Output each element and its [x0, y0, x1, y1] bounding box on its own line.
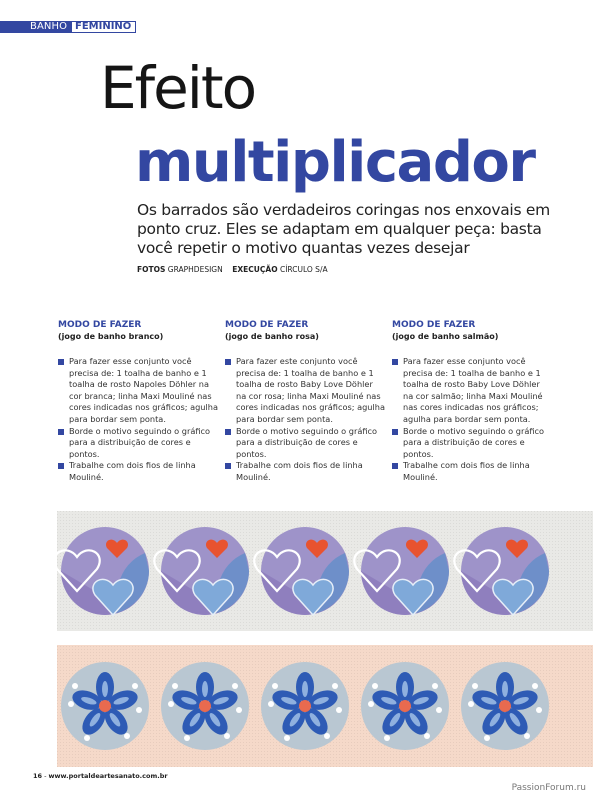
subsection-label: FEMININO — [72, 21, 136, 33]
execution-label: EXECUÇÃO — [232, 265, 278, 274]
list-item: Trabalhe com dois fios de linha Mouliné. — [58, 460, 218, 483]
photos-label: FOTOS — [137, 265, 166, 274]
list-item: Para fazer esse conjunto você precisa de: 1 toalha de banho e 1 toalha de rosto Baby Love Döhler na cor salmão; linha Maxi Mouliné nas cores indicadas nos gráficos; agulha para bordar sem ponta. — [392, 356, 552, 426]
photos-value: GRAPHDESIGN — [167, 265, 223, 274]
column-subheading: (jogo de banho salmão) — [392, 332, 499, 341]
list-item: Borde o motivo seguindo o gráfico para a distribuição de cores e pontos. — [58, 426, 218, 461]
bullet-square-icon — [392, 429, 398, 435]
page-number: 16 — [33, 772, 43, 780]
column-subheading: (jogo de banho rosa) — [225, 332, 319, 341]
column-heading: MODO DE FAZER — [225, 320, 309, 330]
bullet-square-icon — [225, 429, 231, 435]
title-line-1: Efeito — [100, 54, 256, 122]
bullet-square-icon — [392, 359, 398, 365]
bullet-square-icon — [225, 463, 231, 469]
embroidery-photo — [57, 511, 593, 767]
list-item: Trabalhe com dois fios de linha Mouliné. — [225, 460, 385, 483]
page-footer: 16 - www.portaldeartesanato.com.br — [33, 772, 168, 780]
list-item: Para fazer este conjunto você precisa de: 1 toalha de banho e 1 toalha de rosto Baby Love Döhler na cor rosa; linha Maxi Mouliné nas cores indicadas nos gráficos; agulha para bordar sem ponta. — [225, 356, 385, 426]
section-label: BANHO — [0, 21, 72, 33]
instructions-column-pink — [225, 320, 385, 484]
bullet-square-icon — [58, 429, 64, 435]
title-line-2: multiplicador — [135, 130, 535, 195]
column-subheading: (jogo de banho branco) — [58, 332, 164, 341]
list-item: Borde o motivo seguindo o gráfico para a distribuição de cores e pontos. — [392, 426, 552, 461]
list-item: Trabalhe com dois fios de linha Mouliné. — [392, 460, 552, 483]
instruction-list — [58, 356, 218, 484]
bullet-square-icon — [58, 359, 64, 365]
section-tag — [0, 21, 136, 33]
bullet-square-icon — [392, 463, 398, 469]
instructions-column-salmon — [392, 320, 552, 484]
list-item: Para fazer esse conjunto você precisa de: 1 toalha de banho e 1 toalha de rosto Napoles Döhler na cor branca; linha Maxi Mouliné nas cores indicadas nos gráficos; agulha para bordar sem ponta. — [58, 356, 218, 426]
instructions-column-white — [58, 320, 218, 484]
list-item: Borde o motivo seguindo o gráfico para a distribuição de cores e pontos. — [225, 426, 385, 461]
column-heading: MODO DE FAZER — [392, 320, 476, 330]
lead-paragraph: Os barrados são verdadeiros coringas nos enxovais em ponto cruz. Eles se adaptam em qualquer peça: basta você repetir o motivo quantas vezes desejar — [137, 201, 550, 257]
watermark: PassionForum.ru — [511, 783, 586, 793]
bullet-square-icon — [58, 463, 64, 469]
instruction-list — [225, 356, 385, 484]
bullet-square-icon — [225, 359, 231, 365]
instruction-list — [392, 356, 552, 484]
column-heading: MODO DE FAZER — [58, 320, 142, 330]
execution-value: CÍRCULO S/A — [279, 265, 328, 274]
credits — [137, 265, 328, 274]
site-url: www.portaldeartesanato.com.br — [48, 772, 168, 780]
